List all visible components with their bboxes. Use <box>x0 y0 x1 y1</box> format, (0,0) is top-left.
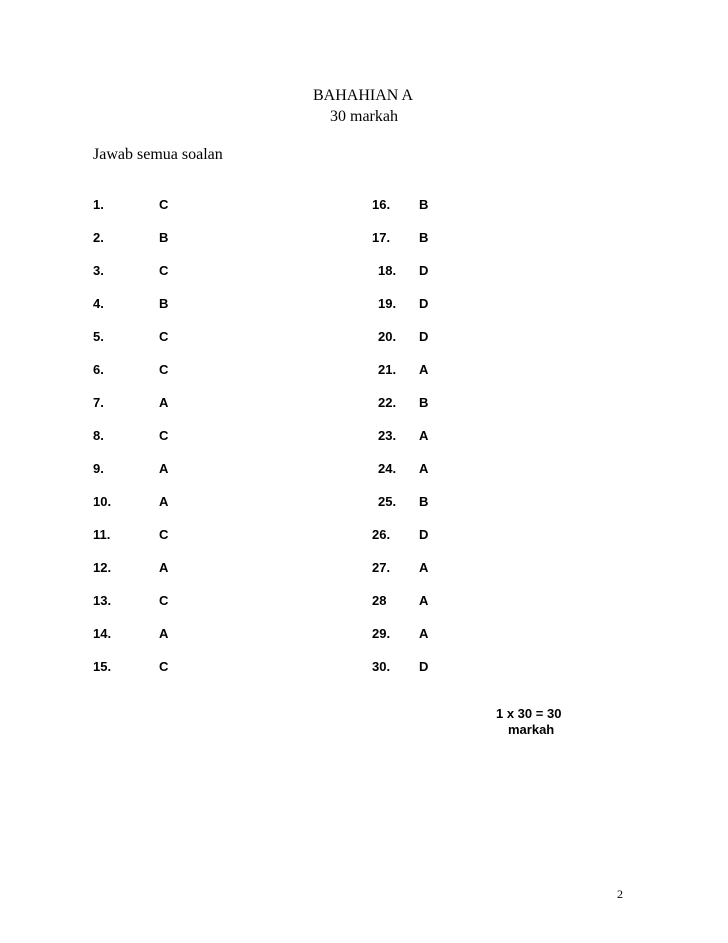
question-number: 11. <box>93 527 111 542</box>
answer-letter: C <box>159 659 169 674</box>
question-number: 19. <box>378 296 397 311</box>
question-number: 24. <box>378 461 397 476</box>
question-number: 12. <box>93 560 112 575</box>
answer-letter: A <box>159 494 169 509</box>
answer-letter: A <box>159 395 169 410</box>
answer-letter: D <box>419 527 429 542</box>
question-number: 18. <box>378 263 397 278</box>
question-number: 25. <box>378 494 397 509</box>
question-number: 21. <box>378 362 397 377</box>
answer-letter: C <box>159 197 169 212</box>
question-number: 20. <box>378 329 397 344</box>
section-marks: 30 markah <box>330 108 398 125</box>
question-number: 29. <box>372 626 391 641</box>
question-number: 23. <box>378 428 397 443</box>
total-marks-label: markah <box>508 722 555 737</box>
answer-letter: C <box>159 593 169 608</box>
answer-letter: D <box>419 659 429 674</box>
answer-letter: D <box>419 263 429 278</box>
answer-letter: B <box>419 197 429 212</box>
question-number: 13. <box>93 593 112 608</box>
section-title: BAHAHIAN A <box>313 87 413 104</box>
question-number: 14. <box>93 626 112 641</box>
answer-letter: B <box>419 230 429 245</box>
question-number: 16. <box>372 197 391 212</box>
question-number: 27. <box>372 560 391 575</box>
answer-letter: A <box>419 560 429 575</box>
answer-letter: D <box>419 296 429 311</box>
answer-letter: A <box>159 626 169 641</box>
question-number: 7. <box>93 395 104 410</box>
question-number: 2. <box>93 230 104 245</box>
page-number: 2 <box>617 887 623 901</box>
question-number: 5. <box>93 329 104 344</box>
question-number: 22. <box>378 395 397 410</box>
instruction-text: Jawab semua soalan <box>93 146 223 163</box>
answer-letter: A <box>419 461 429 476</box>
question-number: 26. <box>372 527 391 542</box>
question-number: 6. <box>93 362 104 377</box>
answer-letter: A <box>419 593 429 608</box>
question-number: 17. <box>372 230 391 245</box>
answer-letter: B <box>419 395 429 410</box>
answer-letter: D <box>419 329 429 344</box>
answer-letter: C <box>159 263 169 278</box>
answer-letter: B <box>159 230 169 245</box>
answer-letter: C <box>159 362 169 377</box>
answer-letter: C <box>159 329 169 344</box>
question-number: 1. <box>93 197 104 212</box>
answer-letter: A <box>419 626 429 641</box>
answer-letter: A <box>419 362 429 377</box>
question-number: 4. <box>93 296 104 311</box>
total-marks-formula: 1 x 30 = 30 <box>496 706 562 721</box>
question-number: 30. <box>372 659 391 674</box>
answer-letter: A <box>159 560 169 575</box>
answer-letter: C <box>159 527 169 542</box>
question-number: 15. <box>93 659 112 674</box>
answer-letter: A <box>159 461 169 476</box>
answer-letter: C <box>159 428 169 443</box>
question-number: 28 <box>372 593 387 608</box>
question-number: 10. <box>93 494 112 509</box>
answer-letter: B <box>159 296 169 311</box>
question-number: 3. <box>93 263 104 278</box>
answer-letter: B <box>419 494 429 509</box>
answer-letter: A <box>419 428 429 443</box>
question-number: 9. <box>93 461 104 476</box>
question-number: 8. <box>93 428 104 443</box>
